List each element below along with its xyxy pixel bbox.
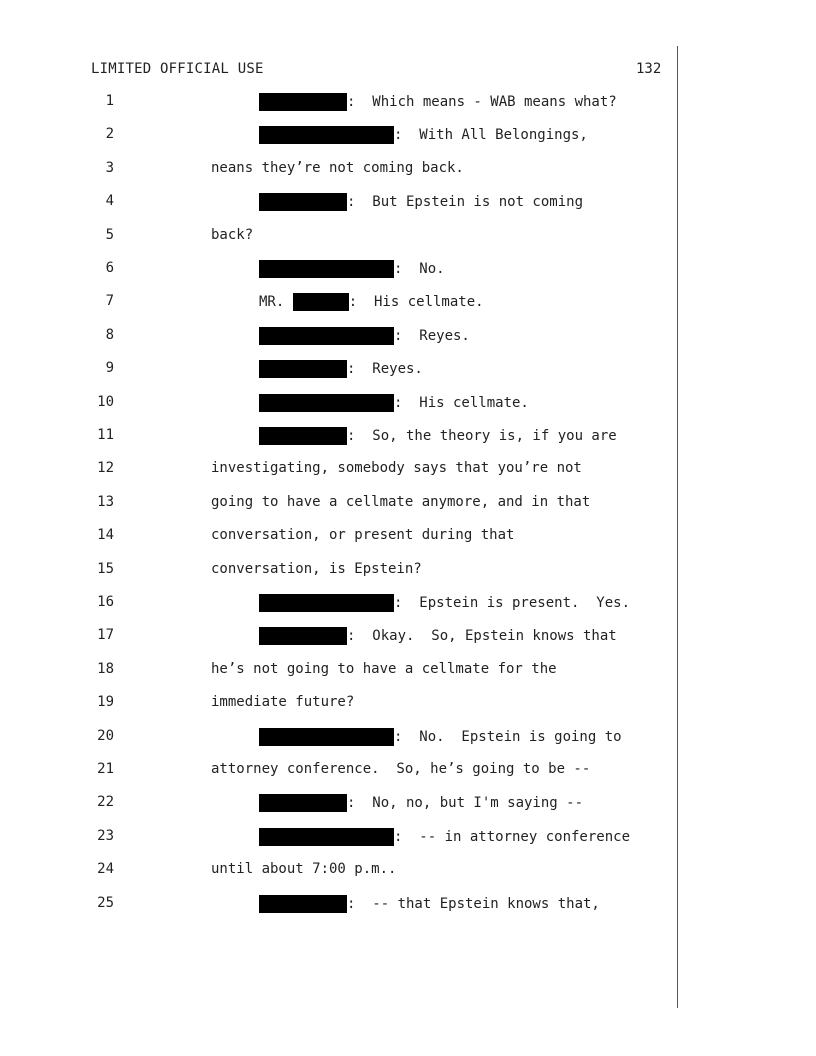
line-text: conversation, is Epstein? xyxy=(211,560,422,577)
line-text: he’s not going to have a cellmate for the xyxy=(211,660,557,677)
redaction-bar xyxy=(259,794,347,812)
line-text: : His cellmate. xyxy=(348,294,484,311)
speaker-line xyxy=(259,394,529,412)
transcript-line xyxy=(0,861,816,881)
line-text: : With All Belongings, xyxy=(394,127,588,144)
line-text: : No. xyxy=(394,261,445,277)
line-text: : -- that Epstein knows that, xyxy=(347,895,600,912)
transcript-line xyxy=(0,828,816,848)
speaker-line xyxy=(259,828,630,846)
line-number: 25 xyxy=(97,894,114,911)
line-text: : But Epstein is not coming xyxy=(347,194,584,211)
redaction-bar xyxy=(259,394,394,412)
transcript-line xyxy=(0,327,816,347)
line-number: 3 xyxy=(105,159,114,176)
line-text: : Epstein is present. Yes. xyxy=(394,595,631,611)
redaction-bar xyxy=(259,895,347,913)
line-number: 5 xyxy=(105,226,114,243)
line-number: 17 xyxy=(97,627,114,644)
speaker-line xyxy=(259,794,583,812)
line-number: 18 xyxy=(97,660,114,677)
transcript-line xyxy=(0,360,816,380)
speaker-line xyxy=(259,594,630,612)
line-number: 11 xyxy=(97,427,114,443)
line-number: 9 xyxy=(105,360,114,377)
line-text: : No, no, but I'm saying -- xyxy=(347,795,584,812)
transcript-line xyxy=(0,126,816,146)
redaction-bar xyxy=(293,293,349,311)
line-text: going to have a cellmate anymore, and in that xyxy=(211,493,591,510)
redaction-bar xyxy=(259,360,347,378)
transcript-line xyxy=(0,93,816,113)
speaker-line xyxy=(259,327,470,345)
line-text: : Which means - WAB means what? xyxy=(347,94,617,110)
line-text: until about 7:00 p.m.. xyxy=(211,861,397,878)
transcript-line xyxy=(0,527,816,547)
speaker-line xyxy=(259,126,588,144)
line-text: : Reyes. xyxy=(394,327,470,344)
transcript-line xyxy=(0,427,816,447)
redaction-bar xyxy=(259,627,347,645)
speaker-line xyxy=(259,360,423,378)
transcript-line xyxy=(0,460,816,480)
redaction-bar xyxy=(259,193,347,211)
line-text: back? xyxy=(211,226,254,243)
line-number: 13 xyxy=(97,493,114,510)
transcript-line xyxy=(0,260,816,280)
line-number: 15 xyxy=(97,560,114,577)
line-number: 7 xyxy=(105,293,114,310)
redaction-bar xyxy=(259,828,394,846)
line-text: : His cellmate. xyxy=(394,394,529,411)
line-number: 8 xyxy=(105,326,114,343)
line-text: : Okay. So, Epstein knows that xyxy=(347,628,617,645)
speaker-prefix: MR. xyxy=(259,294,293,311)
speaker-line xyxy=(259,293,484,311)
line-number: 14 xyxy=(97,527,114,544)
transcript-line xyxy=(0,594,816,614)
redaction-bar xyxy=(259,728,394,746)
transcript-line xyxy=(0,227,816,247)
line-number: 24 xyxy=(97,861,114,878)
transcript-line xyxy=(0,160,816,180)
line-text: attorney conference. So, he’s going to be -- xyxy=(211,761,591,777)
speaker-line xyxy=(259,260,445,278)
line-text: : Reyes. xyxy=(347,361,423,378)
line-number: 6 xyxy=(105,260,114,276)
transcript-line xyxy=(0,761,816,781)
redaction-bar xyxy=(259,93,347,111)
line-text: conversation, or present during that xyxy=(211,527,515,544)
transcript-line xyxy=(0,293,816,313)
redaction-bar xyxy=(259,126,394,144)
speaker-line xyxy=(259,728,622,746)
line-number: 4 xyxy=(105,193,114,210)
line-text: : No. Epstein is going to xyxy=(394,728,622,745)
line-number: 1 xyxy=(105,93,114,109)
redaction-bar xyxy=(259,260,394,278)
line-text: neans they’re not coming back. xyxy=(211,159,464,176)
line-number: 12 xyxy=(97,460,114,477)
transcript-line xyxy=(0,661,816,681)
line-number: 16 xyxy=(97,594,114,610)
speaker-line xyxy=(259,93,617,111)
line-number: 19 xyxy=(97,694,114,711)
line-number: 22 xyxy=(97,794,114,811)
speaker-line xyxy=(259,895,600,913)
speaker-line xyxy=(259,627,617,645)
line-number: 21 xyxy=(97,761,114,777)
line-text: immediate future? xyxy=(211,694,355,711)
speaker-line xyxy=(259,427,617,445)
page-number: 132 xyxy=(636,61,662,77)
transcript-line xyxy=(0,494,816,514)
line-number: 10 xyxy=(97,393,114,410)
redaction-bar xyxy=(259,427,347,445)
line-text: : -- in attorney conference xyxy=(394,828,631,845)
transcript-line xyxy=(0,728,816,748)
transcript-line xyxy=(0,627,816,647)
redaction-bar xyxy=(259,594,394,612)
transcript-line xyxy=(0,694,816,714)
header-classification: LIMITED OFFICIAL USE xyxy=(91,61,264,77)
transcript-line xyxy=(0,394,816,414)
transcript-line xyxy=(0,193,816,213)
line-text: : So, the theory is, if you are xyxy=(347,428,617,444)
transcript-line xyxy=(0,561,816,581)
line-number: 2 xyxy=(105,126,114,143)
line-text: investigating, somebody says that you’re not xyxy=(211,460,582,477)
transcript-line xyxy=(0,895,816,915)
speaker-line xyxy=(259,193,583,211)
redaction-bar xyxy=(259,327,394,345)
line-number: 23 xyxy=(97,827,114,844)
transcript-line xyxy=(0,794,816,814)
line-number: 20 xyxy=(97,727,114,744)
